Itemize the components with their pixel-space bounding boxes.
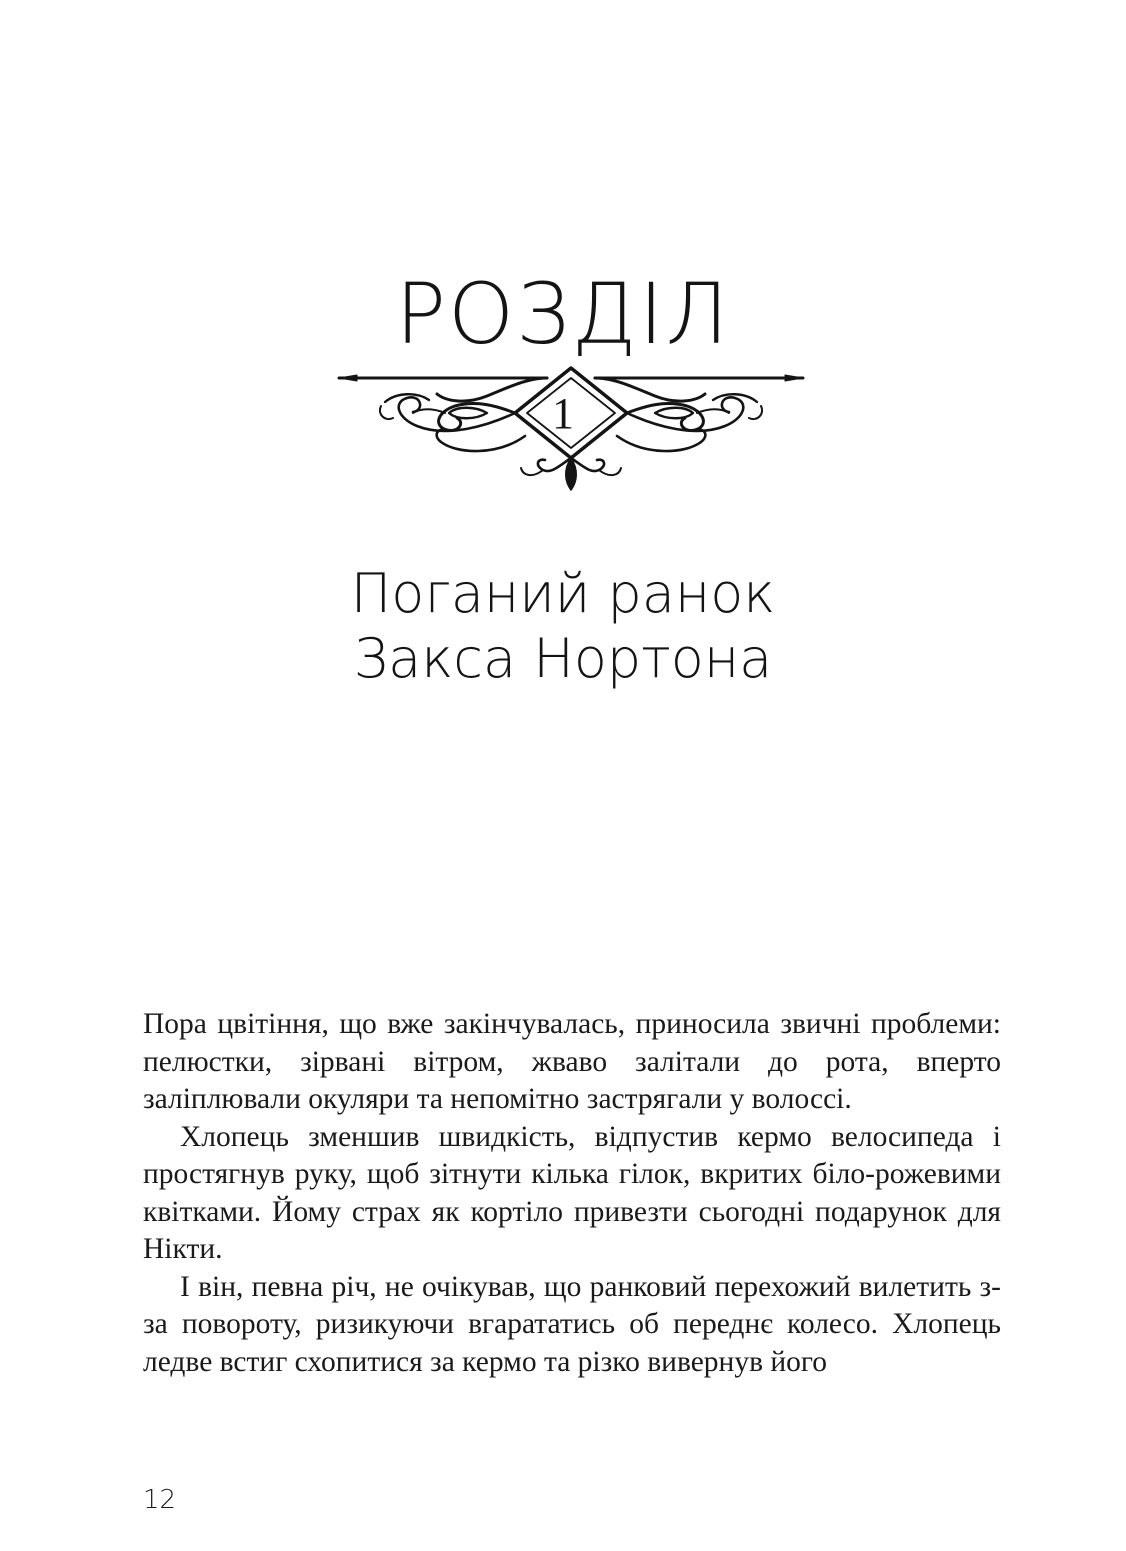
- chapter-title: [0, 562, 1126, 692]
- paragraph: Хлопець зменшив швидкість, відпустив кермо велосипеда і простягнув руку, щоб зітнути кілька гілок, вкритих біло-рожевими квітками. Йому страх як кортіло привезти сьогодні подарунок для Нікти.: [143, 1120, 1001, 1265]
- chapter-body: [143, 1006, 1001, 1381]
- paragraph: Пора цвітіння, що вже закінчувалась, приносила звичні проблеми: пелюстки, зірвані вітром, жваво залітали до рота, вперто заліплювали окуляри та непомітно застрягали у волоссі.: [143, 1008, 1001, 1115]
- paragraph: І він, певна річ, не очікував, що ранковий перехожий вилетить з-за повороту, ризикуючи вгарататись об переднє колесо. Хлопець ледве встиг схопитися за кермо та різко вивернув його: [143, 1270, 1001, 1378]
- page-number: 12: [143, 1485, 177, 1515]
- chapter-number: 1: [552, 389, 574, 438]
- chapter-label: РОЗДІЛ: [395, 265, 731, 363]
- chapter-title-line-2: Закса Нортона: [353, 626, 773, 690]
- chapter-title-line-1: Поганий ранок: [350, 562, 776, 625]
